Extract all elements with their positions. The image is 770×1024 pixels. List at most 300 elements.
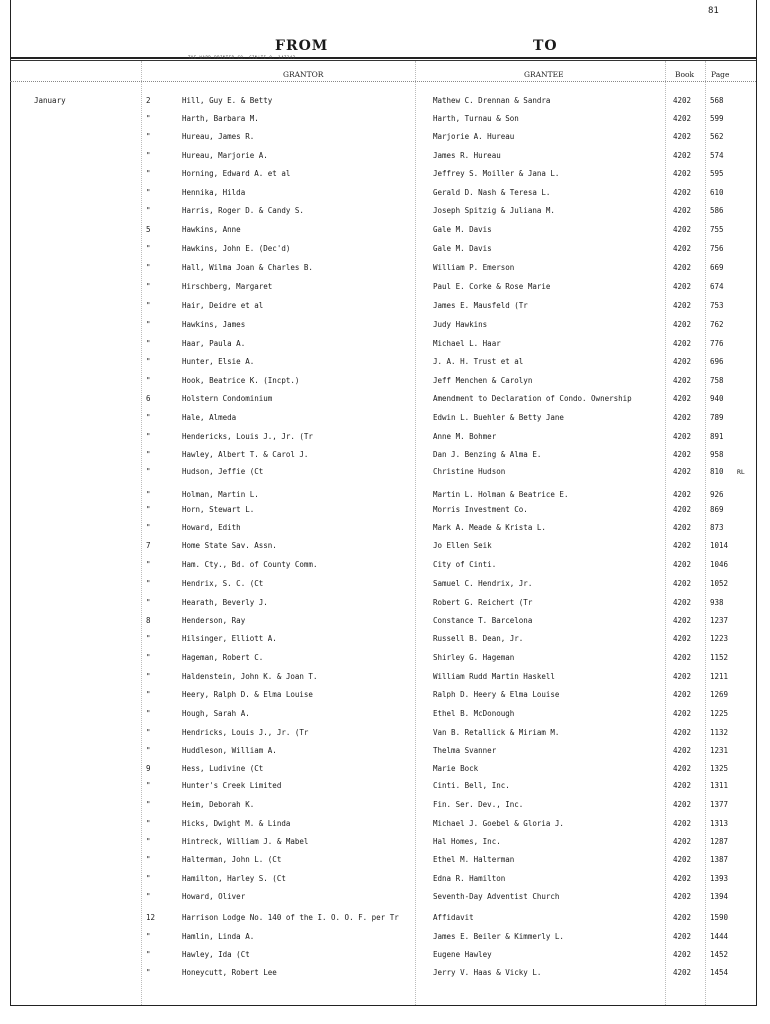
grantee-cell: Seventh-Day Adventist Church [433, 892, 560, 901]
day-cell: 2 [146, 96, 151, 105]
table-row [0, 689, 770, 707]
grantee-cell: Marie Bock [433, 764, 479, 773]
book-cell: 4202 [673, 579, 692, 588]
grantor-cell: Hawley, Albert T. & Carol J. [182, 450, 309, 459]
book-cell: 4202 [673, 819, 692, 828]
book-cell: 4202 [673, 764, 692, 773]
page-cell: 1211 [710, 672, 729, 681]
page-cell: 595 [710, 169, 724, 178]
page-cell: 610 [710, 188, 724, 197]
book-cell: 4202 [673, 376, 692, 385]
grantor-cell: Hook, Beatrice K. (Incpt.) [182, 376, 300, 385]
book-cell: 4202 [673, 616, 692, 625]
grantee-cell: Christine Hudson [433, 467, 506, 476]
page-cell: 958 [710, 450, 724, 459]
grantor-cell: Howard, Oliver [182, 892, 246, 901]
day-cell: " [146, 376, 151, 385]
book-cell: 4202 [673, 490, 692, 499]
column-header-grantor: GRANTOR [283, 70, 324, 79]
from-heading: FROM [275, 38, 329, 54]
grantee-cell: Martin L. Holman & Beatrice E. [433, 490, 569, 499]
book-cell: 4202 [673, 781, 692, 790]
page-cell: 1132 [710, 728, 729, 737]
day-cell: 7 [146, 541, 151, 550]
day-cell: 5 [146, 225, 151, 234]
day-cell: " [146, 874, 151, 883]
table-row [0, 300, 770, 318]
grantee-cell: James R. Hureau [433, 151, 501, 160]
grantor-cell: Hennika, Hilda [182, 188, 246, 197]
day-cell: " [146, 800, 151, 809]
grantee-cell: Samuel C. Hendrix, Jr. [433, 579, 533, 588]
book-cell: 4202 [673, 505, 692, 514]
table-row [0, 854, 770, 872]
grantee-cell: Shirley G. Hageman [433, 653, 515, 662]
day-cell: " [146, 634, 151, 643]
day-cell: " [146, 413, 151, 422]
grantee-cell: William P. Emerson [433, 263, 515, 272]
day-cell: " [146, 188, 151, 197]
book-cell: 4202 [673, 339, 692, 348]
day-cell: " [146, 746, 151, 755]
day-cell: 8 [146, 616, 151, 625]
table-row [0, 540, 770, 558]
table-row [0, 449, 770, 467]
book-cell: 4202 [673, 263, 692, 272]
grantee-cell: Michael J. Goebel & Gloria J. [433, 819, 564, 828]
day-cell: 6 [146, 394, 151, 403]
day-cell: " [146, 450, 151, 459]
page-cell: 1393 [710, 874, 729, 883]
table-row [0, 652, 770, 670]
page-cell: 1052 [710, 579, 729, 588]
day-cell: " [146, 950, 151, 959]
table-row [0, 168, 770, 186]
grantee-cell: Van B. Retallick & Miriam M. [433, 728, 560, 737]
page-cell: 756 [710, 244, 724, 253]
page-cell: 1394 [710, 892, 729, 901]
page-cell: 938 [710, 598, 724, 607]
to-heading: TO [533, 38, 558, 54]
grantor-cell: Hamlin, Linda A. [182, 932, 255, 941]
grantor-cell: Hunter's Creek Limited [182, 781, 282, 790]
book-cell: 4202 [673, 151, 692, 160]
book-cell: 4202 [673, 450, 692, 459]
book-cell: 4202 [673, 541, 692, 550]
table-row [0, 150, 770, 168]
table-row [0, 745, 770, 763]
day-cell: " [146, 837, 151, 846]
day-cell: " [146, 320, 151, 329]
grantee-cell: Anne M. Bohmer [433, 432, 497, 441]
grantor-cell: Hintreck, William J. & Mabel [182, 837, 309, 846]
column-header-grantee: GRANTEE [524, 70, 564, 79]
page-number: 81 [708, 6, 719, 16]
page-cell: 1152 [710, 653, 729, 662]
grantee-cell: Constance T. Barcelona [433, 616, 533, 625]
day-cell: " [146, 855, 151, 864]
table-row [0, 466, 770, 484]
table-row [0, 615, 770, 633]
day-cell: " [146, 505, 151, 514]
book-cell: 4202 [673, 357, 692, 366]
grantor-cell: Hendricks, Louis J., Jr. (Tr [182, 728, 309, 737]
grantee-cell: Judy Hawkins [433, 320, 488, 329]
day-cell: " [146, 653, 151, 662]
page-cell: 574 [710, 151, 724, 160]
page-cell: 789 [710, 413, 724, 422]
grantee-cell: Fin. Ser. Dev., Inc. [433, 800, 524, 809]
page-cell: 1452 [710, 950, 729, 959]
grantor-cell: Halterman, John L. (Ct [182, 855, 282, 864]
book-cell: 4202 [673, 874, 692, 883]
page-cell: 586 [710, 206, 724, 215]
grantor-cell: Hale, Almeda [182, 413, 237, 422]
page-cell: 1014 [710, 541, 729, 550]
grantee-cell: William Rudd Martin Haskell [433, 672, 555, 681]
grantee-cell: Hal Homes, Inc. [433, 837, 501, 846]
grantor-cell: Hair, Deidre et al [182, 301, 264, 310]
book-cell: 4202 [673, 132, 692, 141]
table-row [0, 633, 770, 651]
grantor-cell: Heery, Ralph D. & Elma Louise [182, 690, 313, 699]
table-row [0, 224, 770, 242]
grantee-cell: Ethel M. Halterman [433, 855, 515, 864]
book-cell: 4202 [673, 206, 692, 215]
column-header-page: Page [711, 70, 730, 79]
page-cell: 696 [710, 357, 724, 366]
grantor-cell: Heim, Deborah K. [182, 800, 255, 809]
day-cell: " [146, 244, 151, 253]
grantee-cell: Joseph Spitzig & Juliana M. [433, 206, 555, 215]
grantor-cell: Hess, Ludivine (Ct [182, 764, 264, 773]
header-rule-thick [10, 57, 756, 59]
table-row [0, 504, 770, 522]
grantor-cell: Hudson, Jeffie (Ct [182, 467, 264, 476]
grantor-cell: Horn, Stewart L. [182, 505, 255, 514]
day-cell: " [146, 690, 151, 699]
day-cell: " [146, 151, 151, 160]
grantor-cell: Hawley, Ida (Ct [182, 950, 250, 959]
grantee-cell: Ralph D. Heery & Elma Louise [433, 690, 560, 699]
grantee-cell: Harth, Turnau & Son [433, 114, 519, 123]
table-row [0, 727, 770, 745]
page-cell: 1225 [710, 709, 729, 718]
grantee-cell: Michael L. Haar [433, 339, 501, 348]
table-row [0, 931, 770, 949]
book-cell: 4202 [673, 672, 692, 681]
grantor-cell: Harrison Lodge No. 140 of the I. O. O. F. per Tr [182, 913, 399, 922]
grantor-cell: Hureau, Marjorie A. [182, 151, 268, 160]
grantee-cell: Paul E. Corke & Rose Marie [433, 282, 551, 291]
table-row [0, 262, 770, 280]
table-row [0, 338, 770, 356]
grantee-cell: Amendment to Declaration of Condo. Ownership [433, 394, 632, 403]
day-cell: 12 [146, 913, 156, 922]
grantor-cell: Holstern Condominium [182, 394, 273, 403]
table-row [0, 708, 770, 726]
day-cell: " [146, 467, 151, 476]
day-cell: " [146, 892, 151, 901]
book-cell: 4202 [673, 746, 692, 755]
day-cell: " [146, 132, 151, 141]
grantor-cell: Hageman, Robert C. [182, 653, 264, 662]
grantee-cell: Jeffrey S. Moiller & Jana L. [433, 169, 560, 178]
page-cell: 1046 [710, 560, 729, 569]
book-cell: 4202 [673, 560, 692, 569]
book-cell: 4202 [673, 96, 692, 105]
page-cell: 1223 [710, 634, 729, 643]
grantee-cell: James E. Beiler & Kimmerly L. [433, 932, 564, 941]
day-cell: " [146, 490, 151, 499]
page-cell: 1231 [710, 746, 729, 755]
day-cell: " [146, 206, 151, 215]
table-row [0, 412, 770, 430]
grantee-cell: Thelma Svanner [433, 746, 497, 755]
grantee-cell: James E. Mausfeld (Tr [433, 301, 528, 310]
grantee-cell: Jo Ellen Seik [433, 541, 492, 550]
page-cell: 1269 [710, 690, 729, 699]
grantor-cell: Honeycutt, Robert Lee [182, 968, 277, 977]
grantee-cell: Morris Investment Co. [433, 505, 528, 514]
grantor-cell: Henderson, Ray [182, 616, 246, 625]
table-row [0, 559, 770, 577]
book-cell: 4202 [673, 855, 692, 864]
book-cell: 4202 [673, 225, 692, 234]
book-cell: 4202 [673, 114, 692, 123]
book-cell: 4202 [673, 634, 692, 643]
book-cell: 4202 [673, 188, 692, 197]
table-row [0, 187, 770, 205]
table-row [0, 522, 770, 540]
header-rule-thin [10, 60, 756, 61]
page-cell: 776 [710, 339, 724, 348]
page-cell: 758 [710, 376, 724, 385]
grantee-cell: Cinti. Bell, Inc. [433, 781, 510, 790]
grantor-cell: Home State Sav. Assn. [182, 541, 277, 550]
day-cell: " [146, 263, 151, 272]
grantee-cell: Jerry V. Haas & Vicky L. [433, 968, 542, 977]
grantor-cell: Hawkins, John E. (Dec'd) [182, 244, 291, 253]
grantee-cell: Robert G. Reichert (Tr [433, 598, 533, 607]
grantor-cell: Hirschberg, Margaret [182, 282, 273, 291]
table-row [0, 818, 770, 836]
page-cell: 568 [710, 96, 724, 105]
table-row [0, 243, 770, 261]
book-cell: 4202 [673, 413, 692, 422]
grantor-cell: Hilsinger, Elliott A. [182, 634, 277, 643]
grantee-cell: Edna R. Hamilton [433, 874, 506, 883]
page-cell: 669 [710, 263, 724, 272]
page-cell: 1287 [710, 837, 729, 846]
table-row [0, 131, 770, 149]
day-cell: " [146, 932, 151, 941]
book-cell: 4202 [673, 728, 692, 737]
grantor-cell: Haldenstein, John K. & Joan T. [182, 672, 318, 681]
table-row [0, 597, 770, 615]
page-cell: 1237 [710, 616, 729, 625]
book-cell: 4202 [673, 244, 692, 253]
grantor-cell: Hawkins, James [182, 320, 246, 329]
book-cell: 4202 [673, 432, 692, 441]
grantee-cell: Gale M. Davis [433, 225, 492, 234]
grantor-cell: Harth, Barbara M. [182, 114, 259, 123]
grantee-cell: Marjorie A. Hureau [433, 132, 515, 141]
table-row [0, 799, 770, 817]
day-cell: " [146, 579, 151, 588]
grantor-cell: Huddleson, William A. [182, 746, 277, 755]
grantee-cell: Mathew C. Drennan & Sandra [433, 96, 551, 105]
table-row [0, 319, 770, 337]
page-cell: 869 [710, 505, 724, 514]
table-row [0, 949, 770, 967]
page-cell: 753 [710, 301, 724, 310]
table-row [0, 578, 770, 596]
grantor-cell: Hall, Wilma Joan & Charles B. [182, 263, 313, 272]
table-row [0, 431, 770, 449]
page-cell: 1311 [710, 781, 729, 790]
page-border-bottom [10, 1005, 756, 1006]
day-cell: " [146, 598, 151, 607]
book-cell: 4202 [673, 301, 692, 310]
printer-imprint: THE WARD PRINTER CO. CIN'TI O. 147342 [188, 55, 296, 60]
page-cell: 940 [710, 394, 724, 403]
grantor-cell: Hendericks, Louis J., Jr. (Tr [182, 432, 313, 441]
grantee-cell: Edwin L. Buehler & Betty Jane [433, 413, 564, 422]
book-cell: 4202 [673, 598, 692, 607]
day-cell: " [146, 282, 151, 291]
grantor-cell: Hill, Guy E. & Betty [182, 96, 273, 105]
month-cell: January [34, 96, 66, 105]
day-cell: " [146, 819, 151, 828]
page-cell: 755 [710, 225, 724, 234]
day-cell: " [146, 339, 151, 348]
page-cell: 873 [710, 523, 724, 532]
page-cell: 1454 [710, 968, 729, 977]
grantee-cell: Affidavit [433, 913, 474, 922]
page-cell: 562 [710, 132, 724, 141]
day-cell: " [146, 301, 151, 310]
day-cell: " [146, 432, 151, 441]
day-cell: " [146, 523, 151, 532]
page-cell: 1377 [710, 800, 729, 809]
grantor-cell: Hunter, Elsie A. [182, 357, 255, 366]
grantor-cell: Ham. Cty., Bd. of County Comm. [182, 560, 318, 569]
grantee-cell: City of Cinti. [433, 560, 497, 569]
grantee-cell: Dan J. Benzing & Alma E. [433, 450, 542, 459]
day-cell: " [146, 968, 151, 977]
day-cell: 9 [146, 764, 151, 773]
table-row [0, 780, 770, 798]
page-cell: 891 [710, 432, 724, 441]
table-row [0, 873, 770, 891]
grantee-cell: Ethel B. McDonough [433, 709, 515, 718]
book-cell: 4202 [673, 320, 692, 329]
table-row [0, 967, 770, 985]
table-row [0, 763, 770, 781]
grantee-cell: J. A. H. Trust et al [433, 357, 524, 366]
book-cell: 4202 [673, 467, 692, 476]
grantor-cell: Hough, Sarah A. [182, 709, 250, 718]
day-cell: " [146, 781, 151, 790]
table-row [0, 281, 770, 299]
grantee-cell: Gale M. Davis [433, 244, 492, 253]
page-cell: 599 [710, 114, 724, 123]
book-cell: 4202 [673, 394, 692, 403]
page-cell: 926 [710, 490, 724, 499]
grantee-cell: Mark A. Meade & Krista L. [433, 523, 546, 532]
grantor-cell: Horning, Edward A. et al [182, 169, 291, 178]
day-cell: " [146, 560, 151, 569]
book-cell: 4202 [673, 169, 692, 178]
table-row [0, 393, 770, 411]
page-cell: 1387 [710, 855, 729, 864]
day-cell: " [146, 728, 151, 737]
grantor-cell: Hendrix, S. C. (Ct [182, 579, 264, 588]
note-cell: RL [737, 468, 745, 476]
grantee-cell: Russell B. Dean, Jr. [433, 634, 524, 643]
grantor-cell: Hamilton, Harley S. (Ct [182, 874, 286, 883]
page-cell: 674 [710, 282, 724, 291]
day-cell: " [146, 357, 151, 366]
grantee-cell: Gerald D. Nash & Teresa L. [433, 188, 551, 197]
column-header-rule [10, 81, 756, 82]
page-cell: 810 [710, 467, 724, 476]
page-cell: 762 [710, 320, 724, 329]
grantor-cell: Hureau, James R. [182, 132, 255, 141]
page-cell: 1444 [710, 932, 729, 941]
grantor-cell: Hawkins, Anne [182, 225, 241, 234]
grantee-cell: Jeff Menchen & Carolyn [433, 376, 533, 385]
book-cell: 4202 [673, 932, 692, 941]
day-cell: " [146, 169, 151, 178]
page-cell: 1313 [710, 819, 729, 828]
table-row [0, 836, 770, 854]
table-row [0, 912, 770, 930]
grantor-cell: Hicks, Dwight M. & Linda [182, 819, 291, 828]
grantor-cell: Haar, Paula A. [182, 339, 246, 348]
table-row [0, 375, 770, 393]
day-cell: " [146, 709, 151, 718]
page-cell: 1325 [710, 764, 729, 773]
book-cell: 4202 [673, 282, 692, 291]
table-row [0, 891, 770, 909]
table-row [0, 95, 770, 113]
grantor-cell: Howard, Edith [182, 523, 241, 532]
book-cell: 4202 [673, 892, 692, 901]
table-row [0, 356, 770, 374]
book-cell: 4202 [673, 837, 692, 846]
grantor-cell: Holman, Martin L. [182, 490, 259, 499]
book-cell: 4202 [673, 709, 692, 718]
book-cell: 4202 [673, 800, 692, 809]
book-cell: 4202 [673, 968, 692, 977]
book-cell: 4202 [673, 913, 692, 922]
book-cell: 4202 [673, 690, 692, 699]
grantor-cell: Hearath, Beverly J. [182, 598, 268, 607]
day-cell: " [146, 114, 151, 123]
book-cell: 4202 [673, 523, 692, 532]
table-row [0, 671, 770, 689]
table-row [0, 113, 770, 131]
day-cell: " [146, 672, 151, 681]
table-row [0, 205, 770, 223]
grantor-cell: Harris, Roger D. & Candy S. [182, 206, 304, 215]
column-header-book: Book [675, 70, 695, 79]
book-cell: 4202 [673, 950, 692, 959]
book-cell: 4202 [673, 653, 692, 662]
page-cell: 1590 [710, 913, 729, 922]
